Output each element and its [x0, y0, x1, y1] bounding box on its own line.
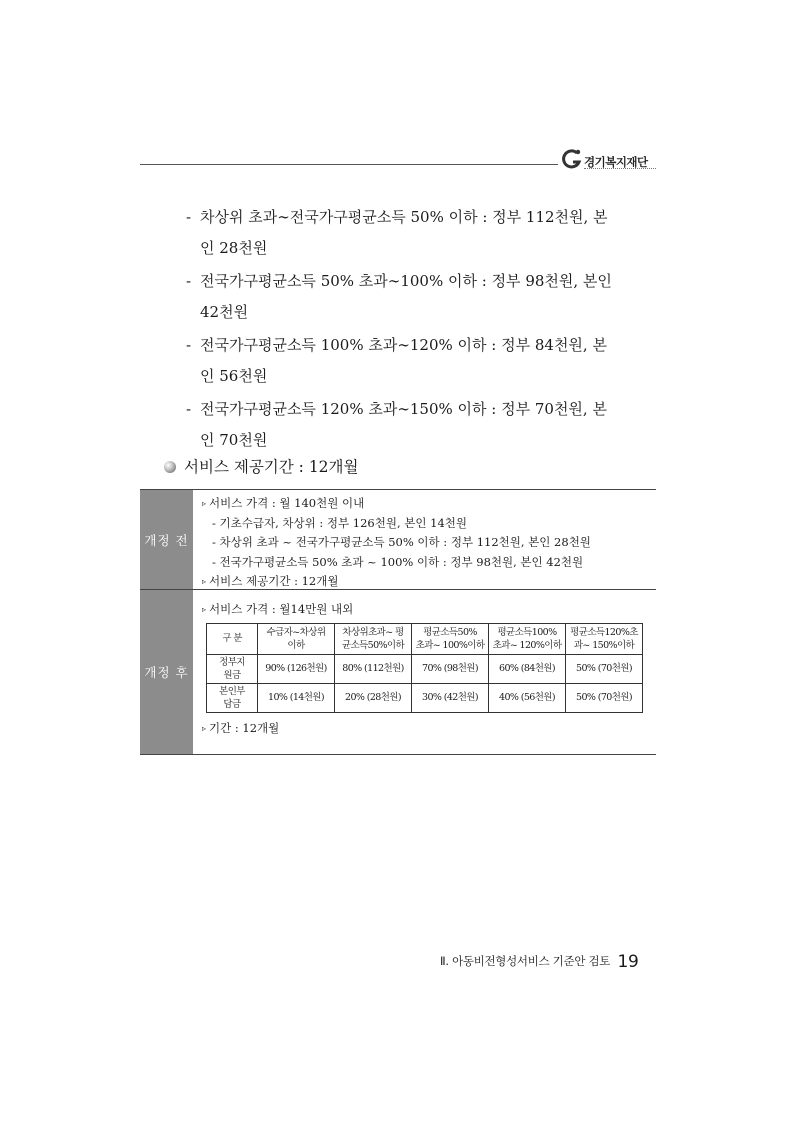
bullet-line: 42천원 [200, 303, 249, 321]
bullet-dash: - [186, 272, 192, 290]
table-row [207, 654, 643, 683]
before-revision-content [194, 490, 656, 589]
triangle-bullet-icon: ▹ [202, 499, 207, 508]
after-price-line [202, 600, 656, 620]
table-header-cell: 구 분 [207, 623, 258, 654]
table-cell: 90% (126천원) [258, 654, 335, 683]
section-heading [164, 455, 358, 477]
cost-share-table [206, 623, 643, 713]
table-cell: 80% (112천원) [335, 654, 412, 683]
bullet-line: 인 56천원 [200, 367, 268, 385]
foundation-logo [562, 148, 658, 174]
revision-comparison-table [140, 489, 656, 755]
bullet-line: 전국가구평균소득 100% 초과∼120% 이하 : 정부 84천원, 본 [200, 336, 607, 354]
before-line: - 기초수급자, 차상위 : 정부 126천원, 본인 14천원 [212, 515, 467, 530]
table-cell: 20% (28천원) [335, 683, 412, 712]
bullet-dash: - [186, 400, 192, 418]
triangle-bullet-icon: ▹ [202, 577, 207, 586]
before-line: - 전국가구평균소득 50% 초과 ~ 100% 이하 : 정부 98천원, 본인 42천원 [212, 554, 584, 569]
table-row-header: 정부지 원금 [207, 654, 258, 683]
bullet-line: 인 28천원 [200, 239, 268, 257]
after-revision-content [194, 590, 656, 754]
logo-subtext-rule [584, 168, 656, 171]
bullet-dash: - [186, 208, 192, 226]
table-header-cell: 평균소득50% 초과~ 100%이하 [412, 623, 489, 654]
before-revision-label: 개정 전 [140, 490, 194, 589]
foundation-logo-icon [562, 148, 584, 172]
bullet-line: 전국가구평균소득 120% 초과∼150% 이하 : 정부 70천원, 본 [200, 400, 607, 418]
table-row-header: 본인부 담금 [207, 683, 258, 712]
table-cell: 50% (70천원) [566, 654, 643, 683]
triangle-bullet-icon: ▹ [202, 605, 207, 614]
table-header-cell: 수급자~차상위 이하 [258, 623, 335, 654]
table-cell: 10% (14천원) [258, 683, 335, 712]
table-header-cell: 평균소득120%초 과~ 150%이하 [566, 623, 643, 654]
table-cell: 70% (98천원) [412, 654, 489, 683]
table-cell: 30% (42천원) [412, 683, 489, 712]
bullet-item [186, 202, 656, 264]
after-period-text: 기간 : 12개월 [209, 720, 280, 735]
after-revision-label: 개정 후 [140, 590, 194, 754]
triangle-bullet-icon: ▹ [202, 723, 207, 733]
bullet-dash: - [186, 336, 192, 354]
bullet-line: 차상위 초과∼전국가구평균소득 50% 이하 : 정부 112천원, 본 [200, 208, 608, 226]
bullet-ball-icon [164, 461, 176, 473]
table-cell: 40% (56천원) [489, 683, 566, 712]
page-number: 19 [617, 952, 639, 972]
logo-text: 경기복지재단 [584, 155, 648, 169]
before-line-text: 서비스 가격 : 월 140천원 이내 [209, 496, 365, 510]
bullet-line: 전국가구평균소득 50% 초과∼100% 이하 : 정부 98천원, 본인 [200, 272, 612, 290]
table-row [207, 683, 643, 712]
bullet-item [186, 394, 656, 456]
header-rule [140, 164, 558, 165]
before-line: - 차상위 초과 ~ 전국가구평균소득 50% 이하 : 정부 112천원, 본인 28천원 [212, 535, 591, 549]
subsidy-bullet-list [186, 202, 656, 458]
table-cell: 50% (70천원) [566, 683, 643, 712]
page-footer [440, 952, 639, 972]
table-header-cell: 차상위초과~ 평 균소득50%이하 [335, 623, 412, 654]
bullet-item [186, 266, 656, 328]
table-header-cell: 평균소득100% 초과~ 120%이하 [489, 623, 566, 654]
chapter-title: Ⅱ. 아동비전형성서비스 기준안 검토 [440, 954, 611, 968]
table-header-row [207, 623, 643, 654]
section-heading-text: 서비스 제공기간 : 12개월 [184, 458, 359, 476]
table-cell: 60% (84천원) [489, 654, 566, 683]
after-period-line [202, 719, 656, 739]
before-revision-row [140, 489, 656, 590]
before-line-text: 서비스 제공기간 : 12개월 [209, 574, 339, 588]
after-price-text: 서비스 가격 : 월14만원 내외 [209, 602, 354, 616]
before-line [202, 572, 656, 592]
after-revision-row [140, 590, 656, 755]
before-line [202, 494, 656, 514]
bullet-item [186, 330, 656, 392]
bullet-line: 인 70천원 [200, 431, 268, 449]
